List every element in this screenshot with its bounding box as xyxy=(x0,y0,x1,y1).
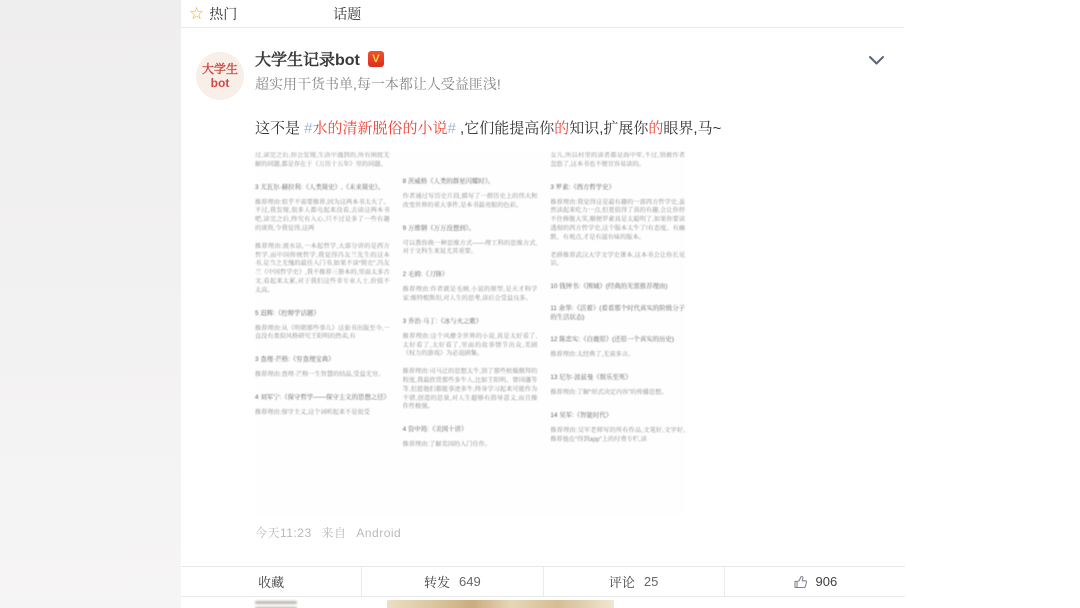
post-action-bar xyxy=(181,566,905,597)
image-book-title: 8 茨威格《人类的群星闪耀时》。 xyxy=(402,178,495,185)
post-source-client: Android xyxy=(356,526,402,540)
image-book-reason: 推荐理由:从《明朝那些事儿》这套书出版至今,一直没有类似风格研究王阳明的热卖,有 xyxy=(255,324,390,341)
image-book-reason: 作者通过写历史片段,描写了一群历史上的伟大和改变世界的重大事件,是本书最亮眼的色彩。 xyxy=(402,193,538,209)
page-left-margin xyxy=(0,0,181,608)
username-link[interactable]: 大学生记录bot xyxy=(255,52,360,69)
image-book-title: 10 钱钟书:《围城》(经典的无需推荐理由) xyxy=(550,283,668,291)
image-text-column xyxy=(403,152,538,516)
repost-label: 转发 xyxy=(424,575,451,590)
image-book-title: 5 迟辉:《控辩学话题》 xyxy=(255,309,320,317)
image-book-title: 3 罗素:《西方哲学史》 xyxy=(550,183,615,191)
image-book-reason: 推荐理由:我觉得这是最有趣的一部西方哲学史,虽然读起来吃力一点,但更值得了真的有趣,会让你停不住捧腹大笑,顺便罗素真是太聪明了,如果你要读透彻的西方哲学史,这个版本太牛了!有态度、有幽默、有观点,才是有滋有味的版本。 xyxy=(550,198,685,241)
comment-button[interactable] xyxy=(543,567,724,596)
image-book-reason: 推荐理由:查理·芒格一生智慧的结晶,受益无穷。 xyxy=(255,371,385,379)
next-section-image-partial xyxy=(387,600,614,608)
post-menu-button[interactable] xyxy=(868,53,885,71)
like-count: 906 xyxy=(815,574,838,589)
body-text-segment: 这不是 xyxy=(255,120,305,137)
body-text-segment: 知识,扩展你 xyxy=(569,120,649,137)
comment-label: 评论 xyxy=(608,575,635,590)
image-book-title: 3 尤瓦尔·赫拉利:《人类简史》,《未来简史》。 xyxy=(255,183,385,191)
image-book-reason: 推荐理由:作者就是毛姆,小说的原型,是天才科学家:维特根斯坦,对人生的思考,读后会受益良多。 xyxy=(402,286,538,302)
post-source-prefix: 来自 xyxy=(321,526,347,540)
image-book-title: 3 查理·芒格:《穷查理宝典》 xyxy=(255,356,335,364)
image-book-reason: 可以教你换一种思维方式——理工科的思维方式,对于文科生来说尤其重要。 xyxy=(402,239,538,256)
image-text-column xyxy=(255,152,390,516)
tab-hot[interactable] xyxy=(189,4,237,24)
image-book-reason: 推荐理由:这个风靡全世界的小说,真是太好看了,太好看了,太好看了,里面的故事情节出众,美剧《权力的游戏》为必追剧集。 xyxy=(402,332,538,358)
post-time: 今天11:23 xyxy=(255,526,312,540)
body-text-segment: ,它们能提高你 xyxy=(455,120,555,137)
image-book-reason: 推荐理由:吴军老师写的所有作品,文笔好,文字好,推荐他在“得到app”上的付费专栏,读 xyxy=(550,426,685,443)
comment-count: 25 xyxy=(643,574,659,589)
repost-count: 649 xyxy=(459,574,481,589)
collect-button[interactable] xyxy=(181,567,361,596)
image-book-reason: 推荐理由:似乎不需要推荐,因为这两本书太火了。不过,我发现,很多人都屯起来没看,去读这两本书吧,读完之后,终究有入心,只不过是多了一些有趣的谈资,令我觉得,这两 xyxy=(255,198,390,232)
body-text-segment: 的 xyxy=(648,120,664,137)
hashtag-link[interactable]: 水的清新脱俗的小说 xyxy=(312,120,448,137)
tab-topic[interactable] xyxy=(333,4,361,24)
image-book-reason: 推荐理由:了解美国的入门佳作。 xyxy=(402,441,492,449)
image-book-reason: 推荐理由:司马迁的思想太牛,别了那些枯燥膜拜的程度,我最欣赏那些多牛人,比如王阳明、曾国藩等等,但愿他们都能事迹多牛,终身学习起来可能作为不错,创造的思景,对人生超够有指导意义,而且操作性极强。 xyxy=(402,368,538,411)
body-text-segment: 眼界,马~ xyxy=(663,120,722,137)
image-book-reason: 推荐理由:了解“形式决定内容”的传播思想。 xyxy=(550,388,668,396)
repost-button[interactable] xyxy=(361,567,542,596)
body-text-segment: 的 xyxy=(554,120,570,137)
avatar-text-line2: bot xyxy=(210,76,230,90)
star-icon: ☆ xyxy=(189,4,205,23)
tab-hot-label: 热门 xyxy=(209,5,238,22)
post-image-booklist[interactable] xyxy=(255,152,685,516)
avatar-text-line1: 大学生 xyxy=(201,62,238,76)
content-column xyxy=(181,0,905,608)
verified-badge-icon: V xyxy=(368,51,384,67)
image-book-reason: 推荐理由:太经典了,无需多言。 xyxy=(550,351,635,359)
hashtag-link[interactable]: # xyxy=(304,120,313,137)
image-book-reason: 推荐理由:流水话,一本起哲学,大部分讲的是西方哲学,而中国传统哲学,我觉得冯友兰先生的这本书,是当之无愧的最佳入门书,如果不读“简史”,冯友兰《中国哲学史》,我不推荐三册本的,里面太多古文,看起来太累,对于我们这些非专业人士,价值不太高。 xyxy=(255,242,390,294)
image-book-title: 9 万维钢《万万没想到》。 xyxy=(402,224,476,232)
image-book-title: 12 陈忠实:《白鹿原》(还原一个真实的历史) xyxy=(550,336,674,344)
like-button[interactable] xyxy=(724,567,905,596)
image-book-title: 11 余华:《活着》(看看那个时代真实的阶级分子的生活状态) xyxy=(550,305,685,322)
image-book-reason: 过,读完之后,你会发现,生活中遇到的,所有困扰无解的问题,都是存在于《万历十五年》里的问题。 xyxy=(255,152,390,168)
image-text-column xyxy=(550,152,685,516)
image-book-title: 4 刘军宁:《保守哲学——保守主义的思想之径》 xyxy=(255,393,390,401)
image-book-title: 13 尼尔·波兹曼《娱乐至死》 xyxy=(550,373,632,381)
collect-label: 收藏 xyxy=(258,575,285,590)
image-book-reason: 推荐理由:保守主义,这个词听起来不是很受 xyxy=(255,408,370,416)
post-summary: 超实用干货书单,每一本都让人受益匪浅! xyxy=(255,76,501,92)
next-section-text-partial xyxy=(255,601,297,608)
thumb-up-icon xyxy=(793,574,809,590)
post-meta xyxy=(255,524,407,541)
image-book-title: 2 毛姆:《刀锋》 xyxy=(402,271,449,279)
image-book-reason: 老薛推荐武汉大学文学史课本,这本书会让你长见识。 xyxy=(550,251,685,268)
post-body xyxy=(255,118,885,140)
hashtag-link[interactable]: # xyxy=(447,120,456,137)
chevron-down-icon xyxy=(868,55,885,66)
search-tabs-bar xyxy=(181,0,904,28)
image-book-title: 4 资中筠:《美国十讲》 xyxy=(402,426,468,434)
image-book-reason: 女儿,所以村里的读者都是海中年,不过,别被作者忽悠了,这本书也不便宜容易读的。 xyxy=(550,152,685,168)
post-header xyxy=(255,47,384,70)
avatar[interactable] xyxy=(196,52,244,100)
image-book-title: 3 乔治·马丁:《冰与火之歌》 xyxy=(402,317,483,325)
tab-topic-label: 话题 xyxy=(333,5,362,22)
image-book-title: 14 吴军:《智能时代》 xyxy=(550,411,613,419)
